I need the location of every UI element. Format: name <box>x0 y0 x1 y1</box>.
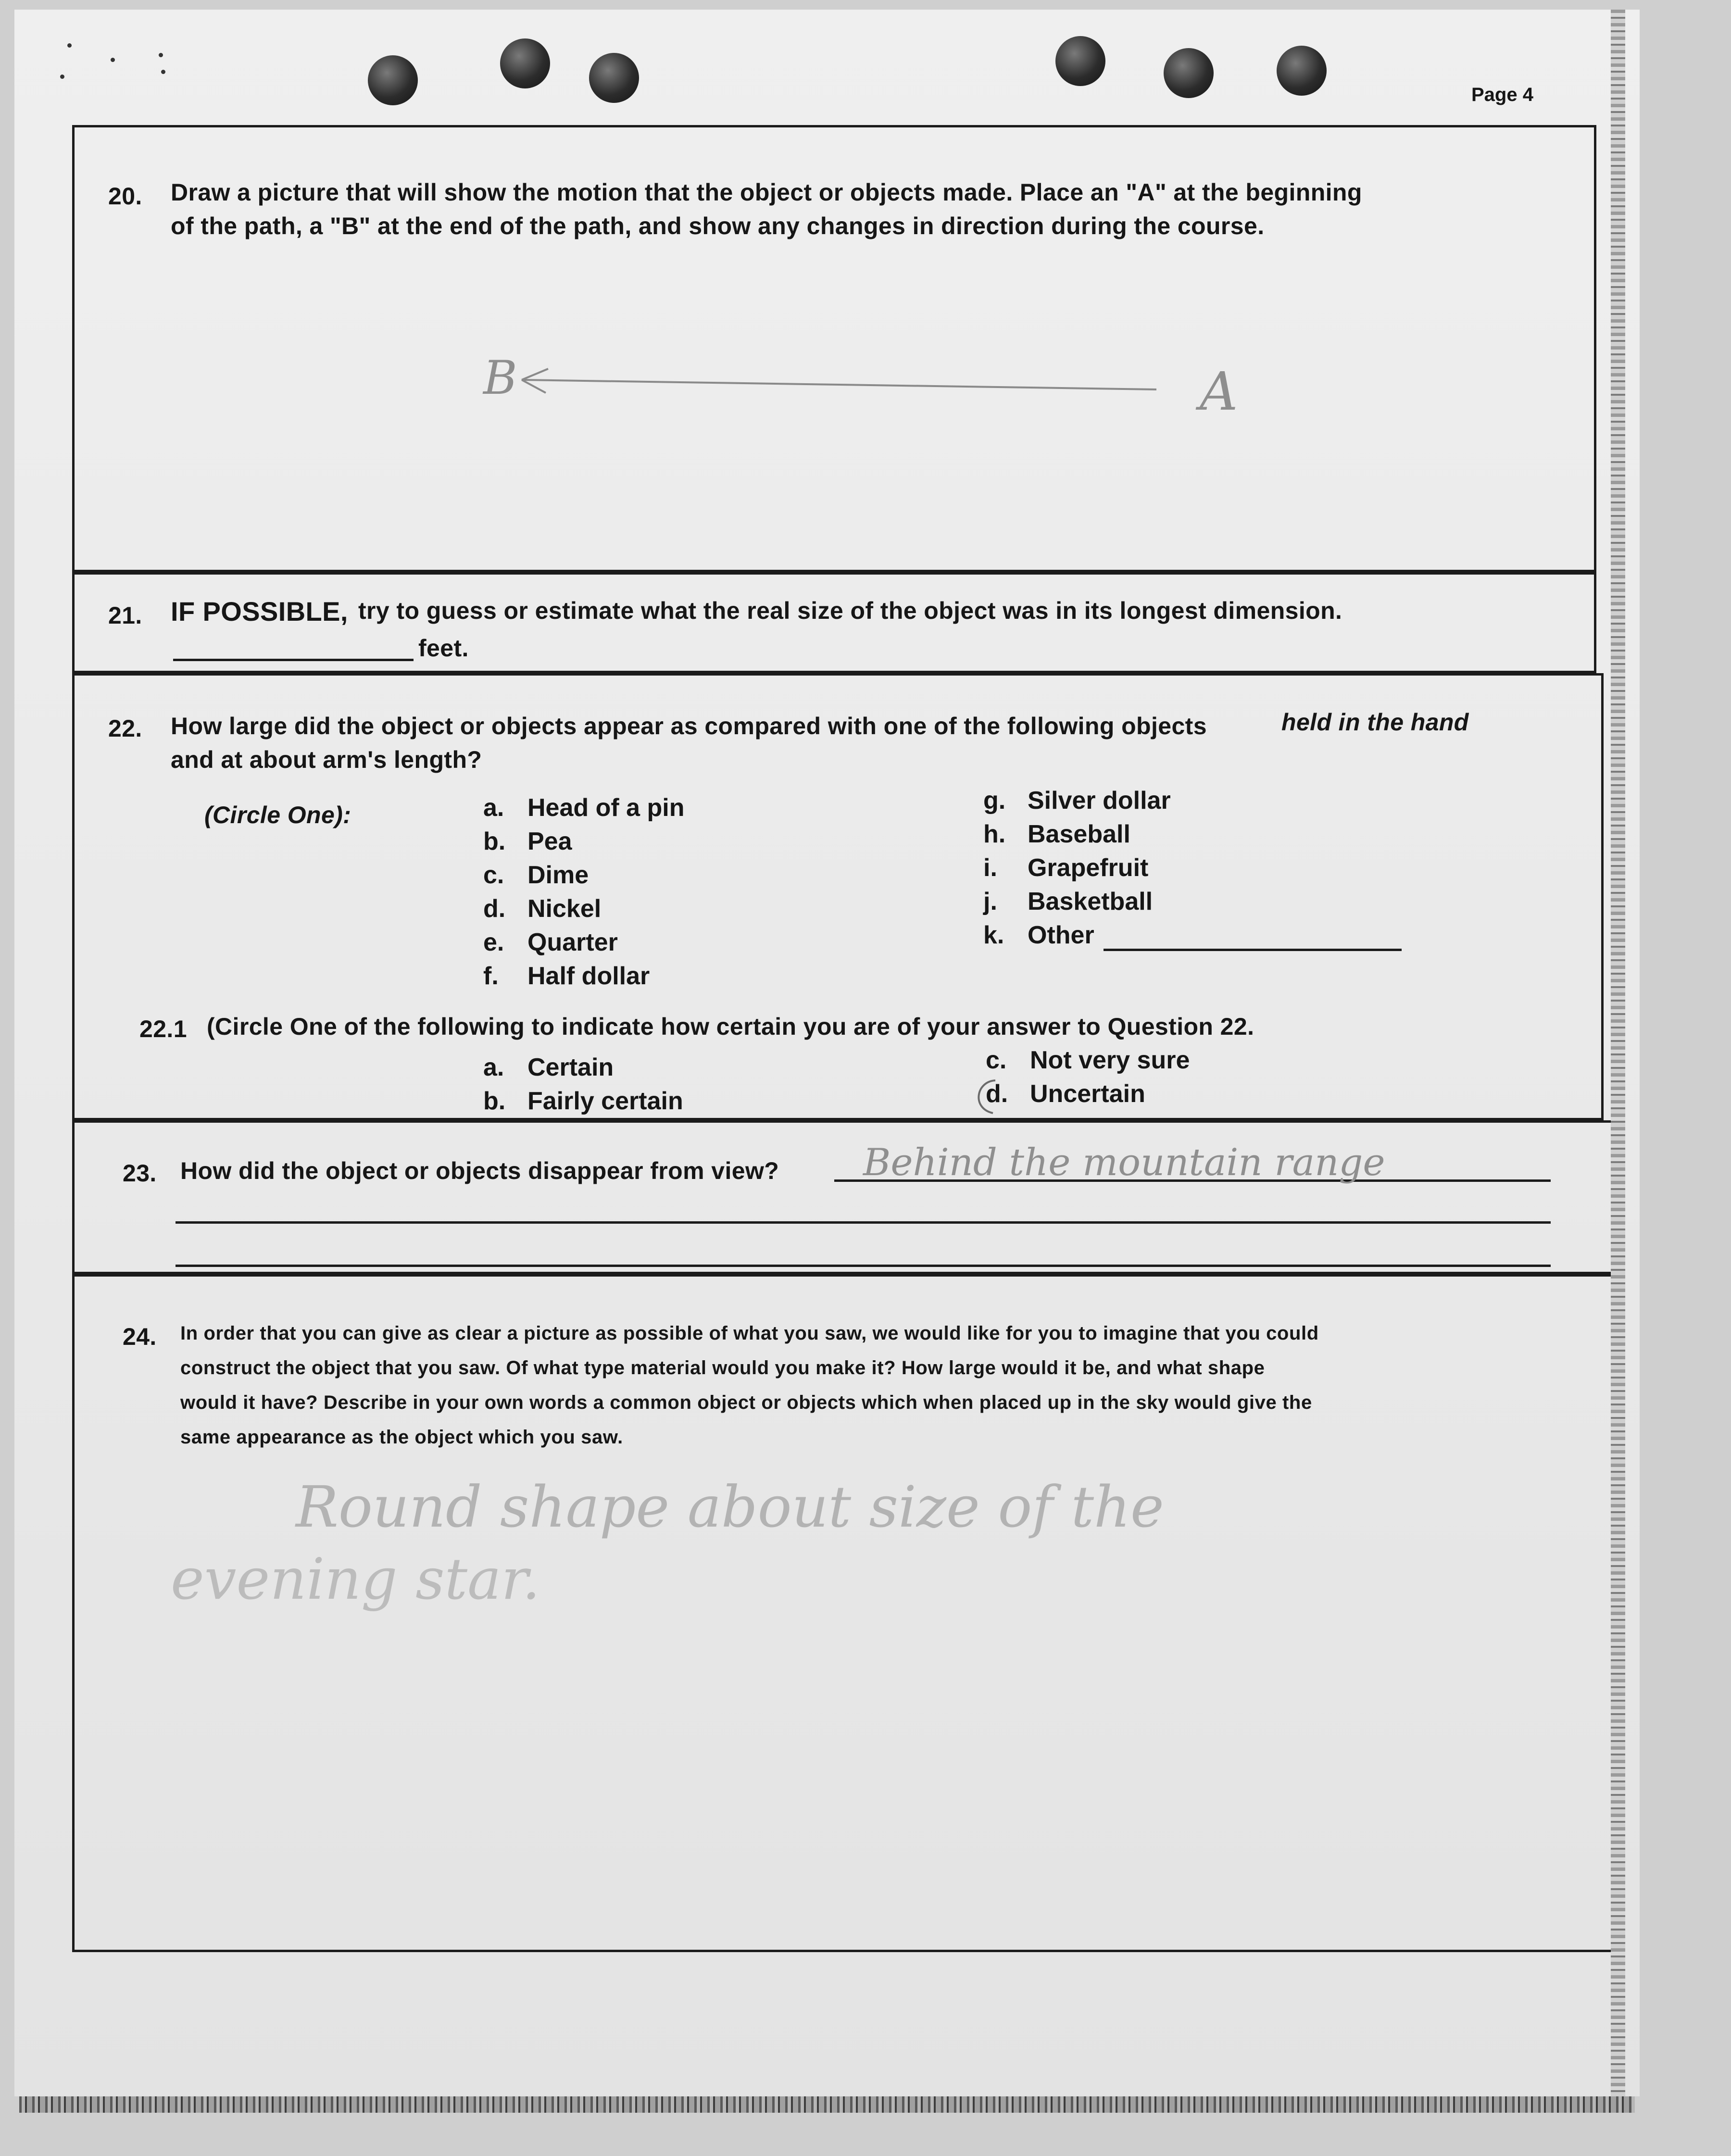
punch-hole <box>1055 36 1105 86</box>
speck <box>60 75 64 79</box>
option-silver-dollar[interactable]: g. Silver dollar <box>983 787 1171 815</box>
speck <box>159 53 163 57</box>
question-23-section <box>72 1120 1616 1274</box>
page-edge-bottom <box>19 2096 1635 2113</box>
punch-hole <box>500 38 550 88</box>
question-22-section <box>72 673 1604 1120</box>
question-24-text-line2: construct the object that you saw. Of what type material would you make it? How large would it be, and what shape <box>180 1357 1265 1379</box>
question-23-number: 23. <box>123 1160 157 1187</box>
speck <box>161 70 165 74</box>
size-answer-line <box>173 659 414 661</box>
form-page <box>14 10 1640 2096</box>
option-other[interactable]: k. Other <box>983 921 1094 949</box>
disappear-answer-line-2 <box>176 1221 1551 1224</box>
option-nickel[interactable]: d. Nickel <box>483 895 602 923</box>
question-22-number: 22. <box>108 715 142 742</box>
option-uncertain[interactable]: d. Uncertain <box>986 1080 1145 1108</box>
question-22-emphasis: held in the hand <box>1281 709 1469 736</box>
circled-answer-mark <box>966 1075 1005 1118</box>
other-answer-line <box>1104 949 1402 951</box>
page-number: Page 4 <box>1471 84 1533 105</box>
option-not-very-sure[interactable]: c. Not very sure <box>986 1046 1190 1074</box>
option-baseball[interactable]: h. Baseball <box>983 820 1130 848</box>
path-start-label: A <box>1200 361 1238 422</box>
question-22-text-line1: How large did the object or objects appear as compared with one of the following objects <box>171 713 1207 740</box>
punch-hole <box>1277 46 1327 96</box>
option-head-of-a-pin[interactable]: a. Head of a pin <box>483 794 685 822</box>
disappear-answer-line-3 <box>176 1265 1551 1267</box>
question-20-text-line1: Draw a picture that will show the motion that the object or objects made. Place an "A" at the beginning <box>171 179 1362 206</box>
question-21-emphasis: IF POSSIBLE, <box>171 596 348 627</box>
question-21-section <box>72 572 1596 673</box>
question-21-number: 21. <box>108 602 142 629</box>
question-24-text-line3: would it have? Describe in your own words a common object or objects which when placed up in the sky would give the <box>180 1392 1312 1413</box>
question-22-1-text: (Circle One of the following to indicate how certain you are of your answer to Question 22. <box>207 1013 1254 1040</box>
punch-hole <box>1164 48 1214 98</box>
option-quarter[interactable]: e. Quarter <box>483 928 618 956</box>
description-answer-line1: Round shape about size of the <box>296 1474 1164 1540</box>
question-21-unit: feet. <box>418 635 469 662</box>
question-24-text-line4: same appearance as the object which you saw. <box>180 1427 623 1448</box>
question-20-number: 20. <box>108 183 142 210</box>
page-edge-right <box>1611 10 1625 2106</box>
punch-hole <box>589 53 639 103</box>
question-24-number: 24. <box>123 1323 157 1350</box>
disappear-answer: Behind the mountain range <box>863 1141 1385 1184</box>
option-dime[interactable]: c. Dime <box>483 861 589 889</box>
circle-one-instruction: (Circle One): <box>204 802 351 828</box>
question-22-1-number: 22.1 <box>139 1015 187 1042</box>
option-half-dollar[interactable]: f. Half dollar <box>483 962 650 990</box>
question-24-text-line1: In order that you can give as clear a picture as possible of what you saw, we would like for you to imagine that you could <box>180 1323 1319 1344</box>
question-20-section <box>72 125 1596 572</box>
option-pea[interactable]: b. Pea <box>483 827 572 855</box>
option-basketball[interactable]: j. Basketball <box>983 888 1153 915</box>
option-grapefruit[interactable]: i. Grapefruit <box>983 854 1149 882</box>
speck <box>111 58 115 62</box>
question-23-text: How did the object or objects disappear from view? <box>180 1157 779 1184</box>
option-certain[interactable]: a. Certain <box>483 1053 614 1081</box>
punch-hole <box>368 55 418 105</box>
description-answer-line2: evening star. <box>171 1546 540 1612</box>
motion-path-drawing <box>483 329 1204 426</box>
question-24-section <box>72 1274 1616 1952</box>
question-22-text-line2: and at about arm's length? <box>171 746 482 773</box>
speck <box>67 43 72 48</box>
question-21-text: try to guess or estimate what the real size of the object was in its longest dimension. <box>358 597 1342 624</box>
path-end-label: B <box>483 351 517 405</box>
question-20-text-line2: of the path, a "B" at the end of the path, and show any changes in direction during the course. <box>171 213 1265 239</box>
option-fairly-certain[interactable]: b. Fairly certain <box>483 1087 683 1115</box>
